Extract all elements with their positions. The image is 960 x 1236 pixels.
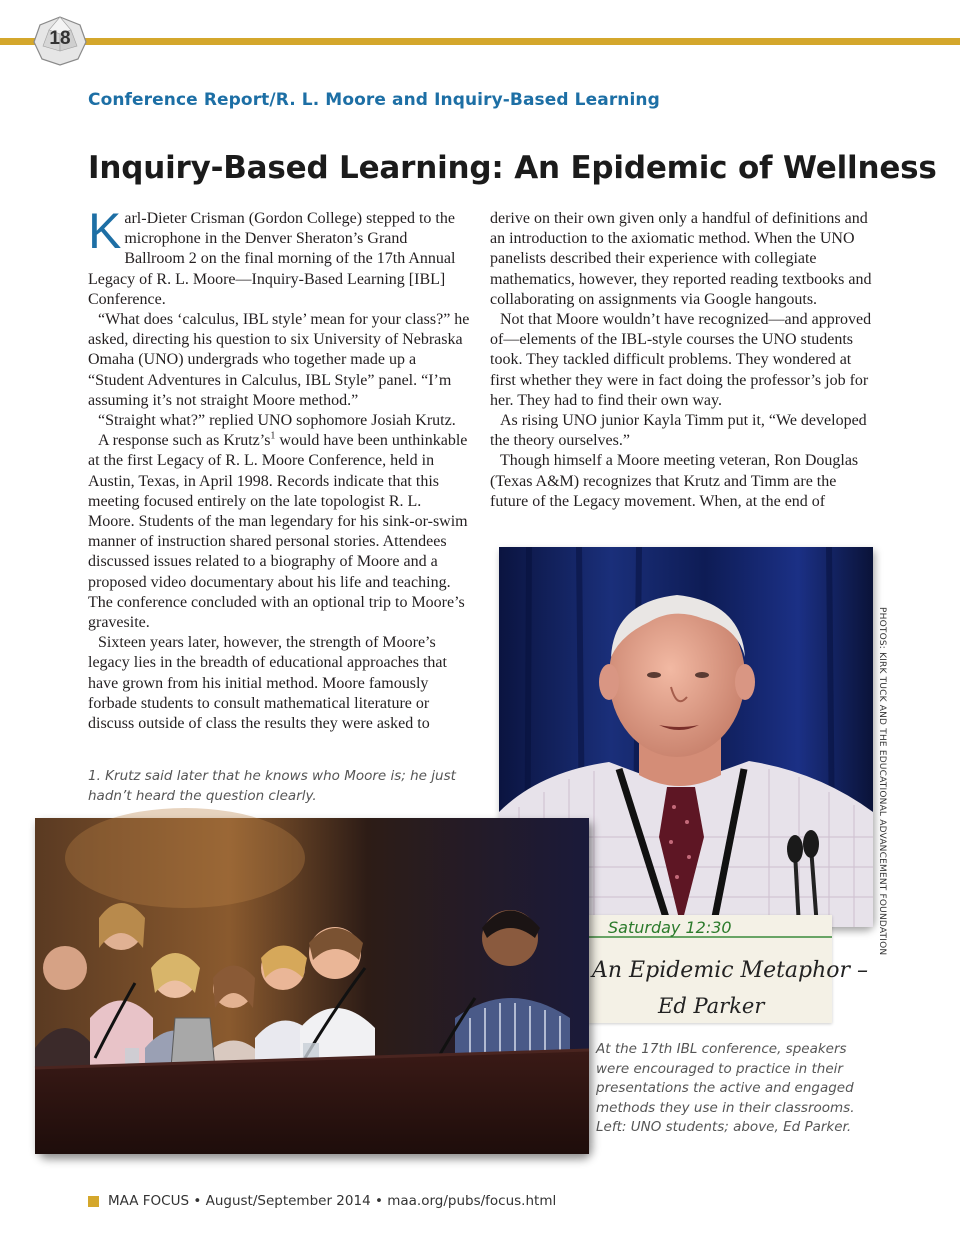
article-paragraph: “What does ‘calculus, IBL style’ mean for your class?” he asked, directing his question to six University of Nebraska Omaha (UNO) undergrads who together made up a “Student Adventures in Calculus, IBL Style” panel. “I’m assuming it’s not straight Moore method.”: [88, 311, 470, 409]
article-paragraph: Not that Moore wouldn’t have recognized—and approved of—elements of the IBL-style courses the UNO students took. They tackled difficult problems. They wondered at first whether they were in fact doing the professor’s job for her. They had to find their own way.: [490, 311, 872, 409]
caption-line: At the 17th IBL conference, speakers: [596, 1041, 847, 1057]
header-rule: [0, 38, 960, 45]
section-heading: Conference Report/R. L. Moore and Inquiry-Based Learning: [88, 90, 660, 110]
photo-credit: PHOTOS: KIRK TUCK AND THE EDUCATIONAL ADVANCEMENT FOUNDATION: [877, 607, 887, 956]
students-panel-photo: [35, 818, 589, 1154]
caption-line: methods they use in their classrooms.: [596, 1099, 855, 1116]
photo-caption: [596, 1040, 855, 1138]
drop-cap: K: [88, 203, 122, 259]
caption-line: presentations the active and engaged: [596, 1080, 854, 1096]
footer-text: MAA FOCUS • August/September 2014 • maa.org/pubs/focus.html: [108, 1193, 557, 1209]
page-footer: [88, 1192, 556, 1210]
footer-square-icon: [88, 1196, 99, 1207]
left-column: [88, 203, 470, 734]
article-paragraph: Sixteen years later, however, the strength of Moore’s legacy lies in the breadth of educational approaches that have grown from his initial method. Moore famously forbade students to consult mathematical literature or discuss outside of class the results they were asked to: [88, 634, 447, 733]
session-sign: [588, 915, 869, 1023]
page-number: 18: [49, 28, 71, 49]
article-title: Inquiry-Based Learning: An Epidemic of Wellness: [88, 150, 937, 186]
article-paragraph: Though himself a Moore meeting veteran, Ron Douglas (Texas A&M) recognizes that Krutz and Timm are the future of the Legacy movement. When, at the end of: [490, 452, 859, 510]
right-column: [490, 209, 874, 512]
footnote: 1. Krutz said later that he knows who Moore is; he just hadn’t heard the question clearly.: [88, 768, 456, 804]
article-paragraph: “Straight what?” replied UNO sophomore Josiah Krutz.: [98, 412, 456, 430]
caption-line: Left: UNO students; above, Ed Parker.: [596, 1119, 852, 1135]
sign-line-1: Saturday 12:30: [608, 918, 732, 937]
article-paragraph: As rising UNO junior Kayla Timm put it, “We developed the theory ourselves.”: [490, 412, 867, 450]
article-paragraph: Karl-Dieter Crisman (Gordon College) stepped to the microphone in the Denver Sheraton’s Grand Ballroom 2 on the final morning of the 17th Annual Legacy of R. L. Moore—Inquiry-Based Learning [IBL] Conference.: [88, 203, 456, 308]
footnote-marker: 1: [270, 430, 276, 442]
caption-line: were encouraged to practice in their: [596, 1060, 843, 1077]
article-paragraph: derive on their own given only a handful of definitions and an introduction to the axiomatic method. When the UNO panelists described their experience with collegiate mathematics, however, they reported reading textbooks and collaborating on assignments via Google hangouts.: [490, 210, 872, 308]
sign-line-3: Ed Parker: [658, 994, 765, 1018]
sign-line-2: An Epidemic Metaphor –: [592, 958, 869, 983]
article-paragraph: A response such as $Krutz’s^1$ would have been unthinkable at the first Legacy of R. L. Moore Conference, held in Austin, Texas, in April 1998. Records indicate that this meeting focused entirely on the late topologist R. L. Moore. Students of the man legendary for his sink-or-swim manner of instruction shared personal stories. Attendees discussed issues related to a biography of Moore and a proposed video documentary about his life and teaching. The conference concluded with an optional trip to Moore’s gravesite.: [88, 430, 468, 632]
